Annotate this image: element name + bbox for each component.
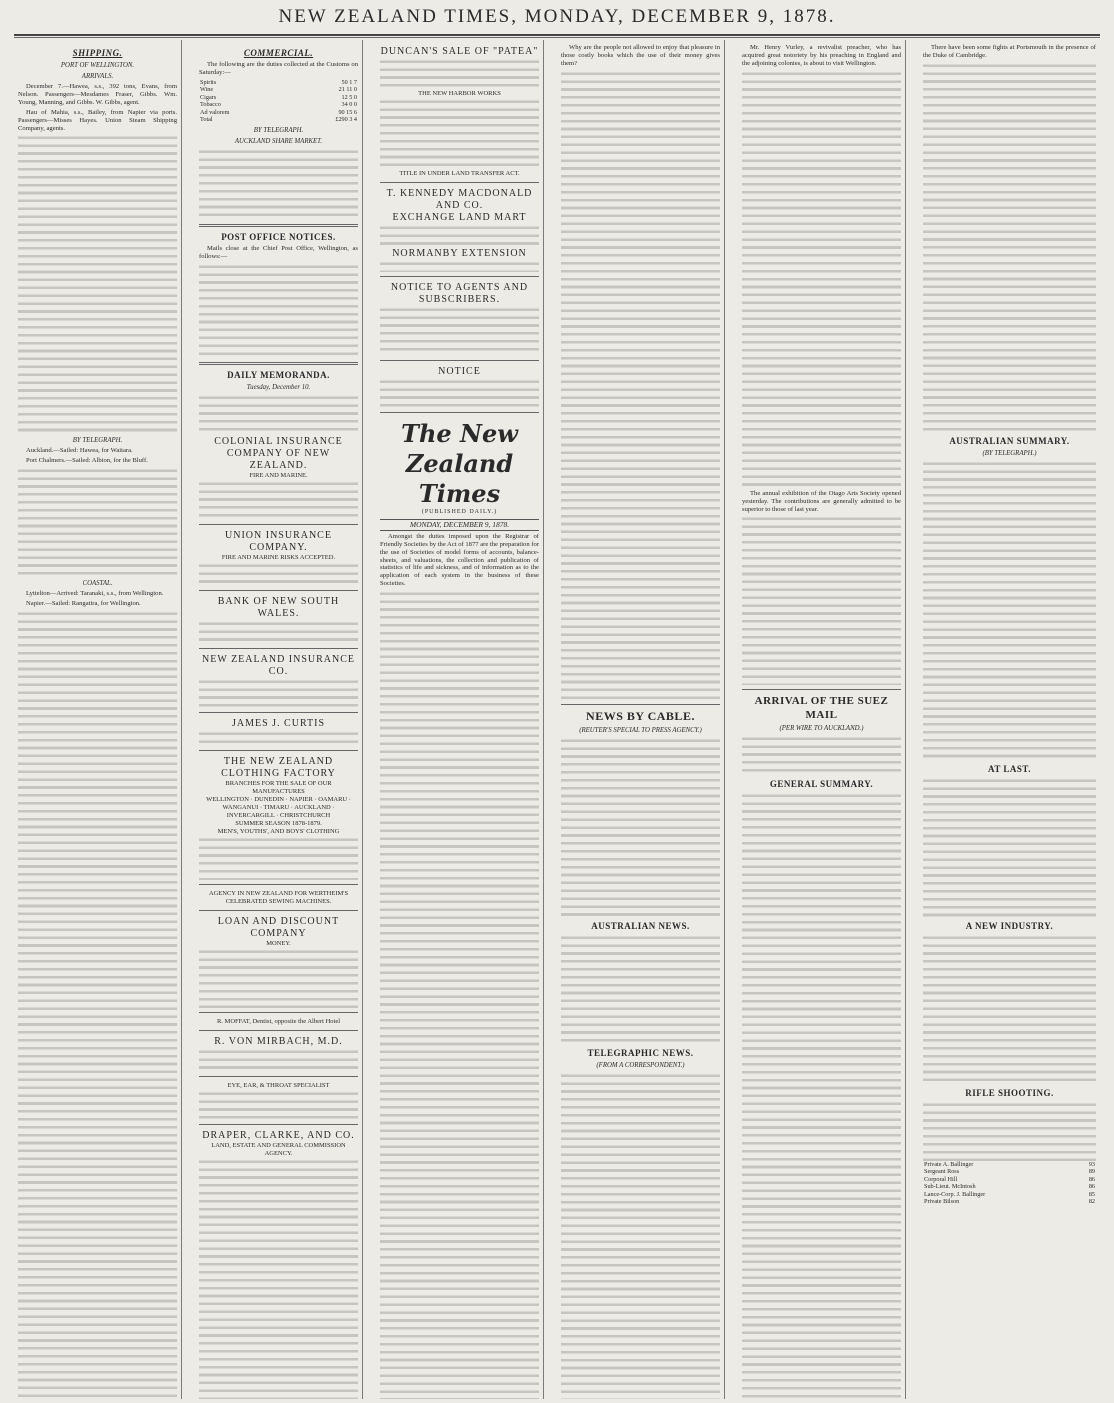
daily-memoranda-heading: DAILY MEMORANDA. (227, 369, 330, 380)
shooter-name: Private A. Ballinger (924, 1160, 974, 1168)
text-block (923, 934, 1096, 1084)
advertisement (380, 44, 539, 183)
duty-amount: 21 11 0 (338, 86, 357, 94)
advertisement (199, 1016, 358, 1031)
rifle-shooting-heading: RIFLE SHOOTING. (965, 1087, 1054, 1098)
table-row (199, 94, 358, 102)
text-block (923, 62, 1096, 432)
newspaper-nameplate: The New Zealand Times (401, 419, 518, 508)
cable-heading: NEWS BY CABLE. (586, 708, 695, 723)
ad-title: NEW ZEALAND INSURANCE CO. (201, 653, 356, 677)
ad-title: BANK OF NEW SOUTH WALES. (217, 595, 340, 619)
ad-title: NOTICE (438, 366, 481, 377)
ad-subtitle: EXCHANGE LAND MART (392, 212, 527, 223)
shipping-para: Napier.—Sailed: Rangatira, for Wellington. (26, 600, 141, 608)
australian-news-heading: AUSTRALIAN NEWS. (591, 920, 690, 931)
masthead-rule (14, 34, 1100, 36)
column-commercial (195, 40, 363, 1399)
column-news (557, 40, 725, 1399)
australian-summary-heading: AUSTRALIAN SUMMARY. (949, 435, 1070, 446)
shipping-para: Auckland.—Sailed: Hawea, for Waitara. (26, 447, 133, 455)
table-row (923, 1198, 1096, 1206)
shooter-score: 82 (1088, 1198, 1095, 1206)
shooter-score: 89 (1088, 1168, 1095, 1176)
commercial-intro: The following are the duties collected at the Customs on Saturday:— (199, 61, 358, 76)
text-block (199, 394, 358, 434)
text-block (18, 467, 177, 577)
advertisement (199, 1034, 358, 1077)
text-block (199, 1158, 358, 1399)
advertisement (199, 914, 358, 1013)
ad-title: EYE, EAR, & THROAT SPECIALIST (227, 1081, 330, 1089)
text-block (380, 98, 539, 170)
columns (14, 40, 1100, 1399)
ad-subtitle: BRANCHES FOR THE SALE OF OUR MANUFACTURES (225, 779, 332, 795)
leader-dateline: MONDAY, DECEMBER 9, 1878. (380, 519, 539, 531)
advertisement (199, 1128, 358, 1399)
text-block (199, 480, 358, 520)
text-block (380, 260, 539, 272)
text-block (561, 934, 720, 1044)
telegraphic-subheading: (FROM A CORRESPONDENT.) (596, 1061, 685, 1069)
new-industry-heading: A NEW INDUSTRY. (965, 920, 1054, 931)
post-office-intro: Mails close at the Chief Post Office, Wellington, as follows:— (199, 244, 358, 260)
shipping-para: December 7.—Hawea, s.s., 392 tons, Evans, from Nelson. Passengers—Mesdames Fraser, Gibbs. Wm. Young, Manning, and Gibbs. W. Gibbs, agent. (18, 83, 177, 106)
suez-mail-heading: ARRIVAL OF THE SUEZ MAIL (754, 695, 889, 722)
ad-title: LOAN AND DISCOUNT COMPANY (217, 915, 340, 939)
shooter-score: 86 (1088, 1175, 1095, 1183)
telegraph-heading: BY TELEGRAPH. (72, 437, 123, 445)
text-block (199, 620, 358, 644)
table-row (199, 86, 358, 94)
ad-title: AGENCY IN NEW ZEALAND FOR WERTHEIM'S CELEBRATED SEWING MACHINES. (208, 889, 349, 905)
ad-towns: WELLINGTON · DUNEDIN · NAPIER · OAMARU · WANGANUI · TIMARU · AUCKLAND · INVERCARGILL · CHRISTCHURCH (206, 795, 351, 819)
port-heading: PORT OF WELLINGTON. (60, 62, 135, 69)
table-row (923, 1168, 1096, 1176)
text-block (923, 1101, 1096, 1161)
text-block (923, 460, 1096, 760)
text-block (380, 306, 539, 356)
suez-mail-subheading: (PER WIRE TO AUCKLAND.) (779, 725, 864, 733)
ad-subtitle: MEN'S, YOUTHS', AND BOYS' CLOTHING (217, 827, 340, 835)
duty-label: Tobacco (200, 101, 221, 109)
table-row (199, 101, 358, 109)
ad-subtitle: MONEY. (266, 939, 291, 947)
shooter-name: Sub-Lieut. McIntosh (924, 1183, 976, 1191)
text-block (199, 678, 358, 708)
text-block (199, 948, 358, 1008)
column-shipping (14, 40, 182, 1399)
text-block (199, 1048, 358, 1072)
table-row (199, 79, 358, 87)
advertisement (380, 364, 539, 413)
text-block (18, 134, 177, 434)
post-office-heading: POST OFFICE NOTICES. (221, 231, 336, 242)
masthead-title: NEW ZEALAND TIMES, MONDAY, DECEMBER 9, 1878. (278, 6, 836, 27)
shooter-name: Corporal Hill (924, 1175, 958, 1183)
nameplate-subtitle: (PUBLISHED DAILY.) (421, 509, 498, 515)
leader-paragraph: Why are the people not allowed to enjoy that pleasure in those costly books which the use of their money gives them? (561, 44, 720, 67)
duty-label: Ad valorem (200, 108, 230, 116)
divider (199, 362, 358, 365)
advertisement (380, 186, 539, 277)
shooter-name: Lance-Corp. J. Ballinger (924, 1190, 986, 1198)
duty-total-label: Total (200, 116, 213, 124)
advertisement (380, 280, 539, 361)
advertisement (199, 716, 358, 751)
ad-subtitle: FIRE AND MARINE. (249, 471, 308, 479)
text-block (199, 1090, 358, 1120)
text-block (923, 777, 1096, 917)
text-block (561, 70, 720, 700)
telegraph-heading: BY TELEGRAPH. (253, 126, 304, 134)
ad-title: DRAPER, CLARKE, AND CO. (202, 1129, 355, 1141)
column-general (738, 40, 906, 1399)
cable-subheading: (REUTER'S SPECIAL TO PRESS AGENCY.) (579, 726, 702, 734)
text-block (742, 70, 901, 490)
text-block (742, 735, 901, 775)
divider (742, 689, 901, 690)
share-market-heading: AUCKLAND SHARE MARKET. (234, 137, 323, 145)
ad-subtitle: NORMANBY EXTENSION (392, 248, 527, 259)
ad-subtitle: THE NEW HARBOR WORKS (418, 90, 501, 97)
ad-title: R. MOFFAT, Dentist, opposite the Albert Hotel (216, 1017, 341, 1025)
text-block (561, 737, 720, 917)
shooter-score: 86 (1088, 1183, 1095, 1191)
telegraphic-news-heading: TELEGRAPHIC NEWS. (587, 1047, 694, 1058)
ad-subtitle: LAND, ESTATE AND GENERAL COMMISSION AGENCY. (211, 1141, 346, 1157)
table-row (199, 109, 358, 117)
duty-label: Cigars (200, 93, 217, 101)
general-summary-heading: GENERAL SUMMARY. (769, 779, 874, 790)
text-block (742, 515, 901, 685)
ad-title: THE NEW ZEALAND CLOTHING FACTORY (221, 755, 336, 779)
ad-title: T. KENNEDY MACDONALD AND CO. (386, 188, 533, 211)
text-block (380, 590, 539, 1399)
text-block (199, 562, 358, 586)
ad-subtitle: FIRE AND MARINE RISKS ACCEPTED. (221, 553, 336, 561)
table-row (923, 1183, 1096, 1191)
shooter-score: 93 (1088, 1160, 1095, 1168)
news-paragraph: There have been some fights at Portsmouth in the presence of the Duke of Cambridge. (923, 44, 1096, 59)
daily-memoranda-date: Tuesday, December 10. (246, 383, 311, 391)
column-leader (376, 40, 544, 1399)
duty-amount: 12 5 0 (341, 93, 357, 101)
shipping-para: Port Chalmers.—Sailed: Albion, for the Bluff. (26, 457, 148, 465)
divider (199, 224, 358, 227)
duty-total-value: £290 3 4 (335, 116, 357, 124)
text-block (199, 730, 358, 746)
table-row (923, 1176, 1096, 1184)
advertisement (199, 594, 358, 649)
duty-amount: 34 0 0 (341, 101, 357, 109)
ad-title: COLONIAL INSURANCE COMPANY OF NEW ZEALAND. (214, 435, 343, 471)
advertisement (199, 652, 358, 713)
text-block (380, 224, 539, 248)
ad-title: JAMES J. CURTIS (231, 717, 326, 729)
ad-title: UNION INSURANCE COMPANY. (225, 529, 332, 553)
advertisement (199, 434, 358, 525)
leader-paragraph: Amongst the duties imposed upon the Registrar of Friendly Societies by the Act of 1877 are the preparation for the use of Societies of model forms of accounts, balance-sheets, and valuations, the collection and publication of statistics of life and sickness, and of information as to the application of each system in the business of these Societies. (380, 532, 539, 588)
arrivals-label: ARRIVALS. (81, 73, 114, 80)
ad-subtitle: SUMMER SEASON 1878-1879. (235, 819, 322, 827)
duty-label: Spirits (200, 78, 217, 86)
advertisement (199, 888, 358, 911)
shooter-score: 85 (1088, 1190, 1095, 1198)
masthead-rule-thin (14, 37, 1100, 38)
advertisement (199, 528, 358, 591)
ad-title: NOTICE TO AGENTS AND SUBSCRIBERS. (390, 282, 529, 305)
ad-title: R. VON MIRBACH, M.D. (214, 1035, 343, 1047)
commercial-heading: COMMERCIAL. (243, 48, 314, 58)
ad-subtitle: TITLE IN UNDER LAND TRANSFER ACT. (399, 170, 520, 177)
column-summary (919, 40, 1100, 1399)
rifle-scores-table (923, 1161, 1096, 1206)
coastal-heading: COASTAL. (82, 580, 113, 588)
shipping-para: Hau of Mahia, s.s., Bailey, from Napier via ports. Passengers—Misses Hayes. Union Steam Shipping Company, agents. (18, 108, 177, 132)
text-block (199, 836, 358, 880)
duties-table (199, 79, 358, 124)
news-paragraph: The annual exhibition of the Otago Arts Society opened yesterday. The contributions are generally admitted to be superior to those of last year. (742, 489, 901, 513)
text-block (18, 610, 177, 1399)
table-row (923, 1191, 1096, 1199)
ad-title: DUNCAN'S SALE OF "PATEA" (380, 46, 539, 57)
duty-amount: 90 15 6 (338, 108, 357, 116)
duty-label: Wine (200, 86, 214, 94)
divider (561, 704, 720, 705)
australian-summary-subheading: (BY TELEGRAPH.) (982, 449, 1037, 457)
text-block (199, 148, 358, 220)
advertisement (199, 1080, 358, 1125)
text-block (742, 792, 901, 1399)
text-block (199, 263, 358, 358)
at-last-heading: AT LAST. (987, 763, 1031, 774)
advertisement (199, 754, 358, 885)
table-row (199, 116, 358, 124)
shooter-name: Sergeant Ross (924, 1168, 960, 1176)
shipping-para: Lyttelton—Arrived: Taranaki, s.s., from Wellington. (26, 590, 164, 598)
shooter-name: Private Bilson (924, 1198, 960, 1206)
table-row (923, 1161, 1096, 1169)
text-block (380, 58, 539, 90)
news-paragraph: Mr. Henry Vurley, a revivalist preacher, who has acquired great notoriety by his preaching in England and the adjoining colonies, is about to visit Wellington. (742, 44, 901, 67)
text-block (380, 378, 539, 408)
text-block (561, 1072, 720, 1399)
duty-amount: 50 1 7 (341, 78, 357, 86)
shipping-heading: SHIPPING. (72, 48, 123, 58)
